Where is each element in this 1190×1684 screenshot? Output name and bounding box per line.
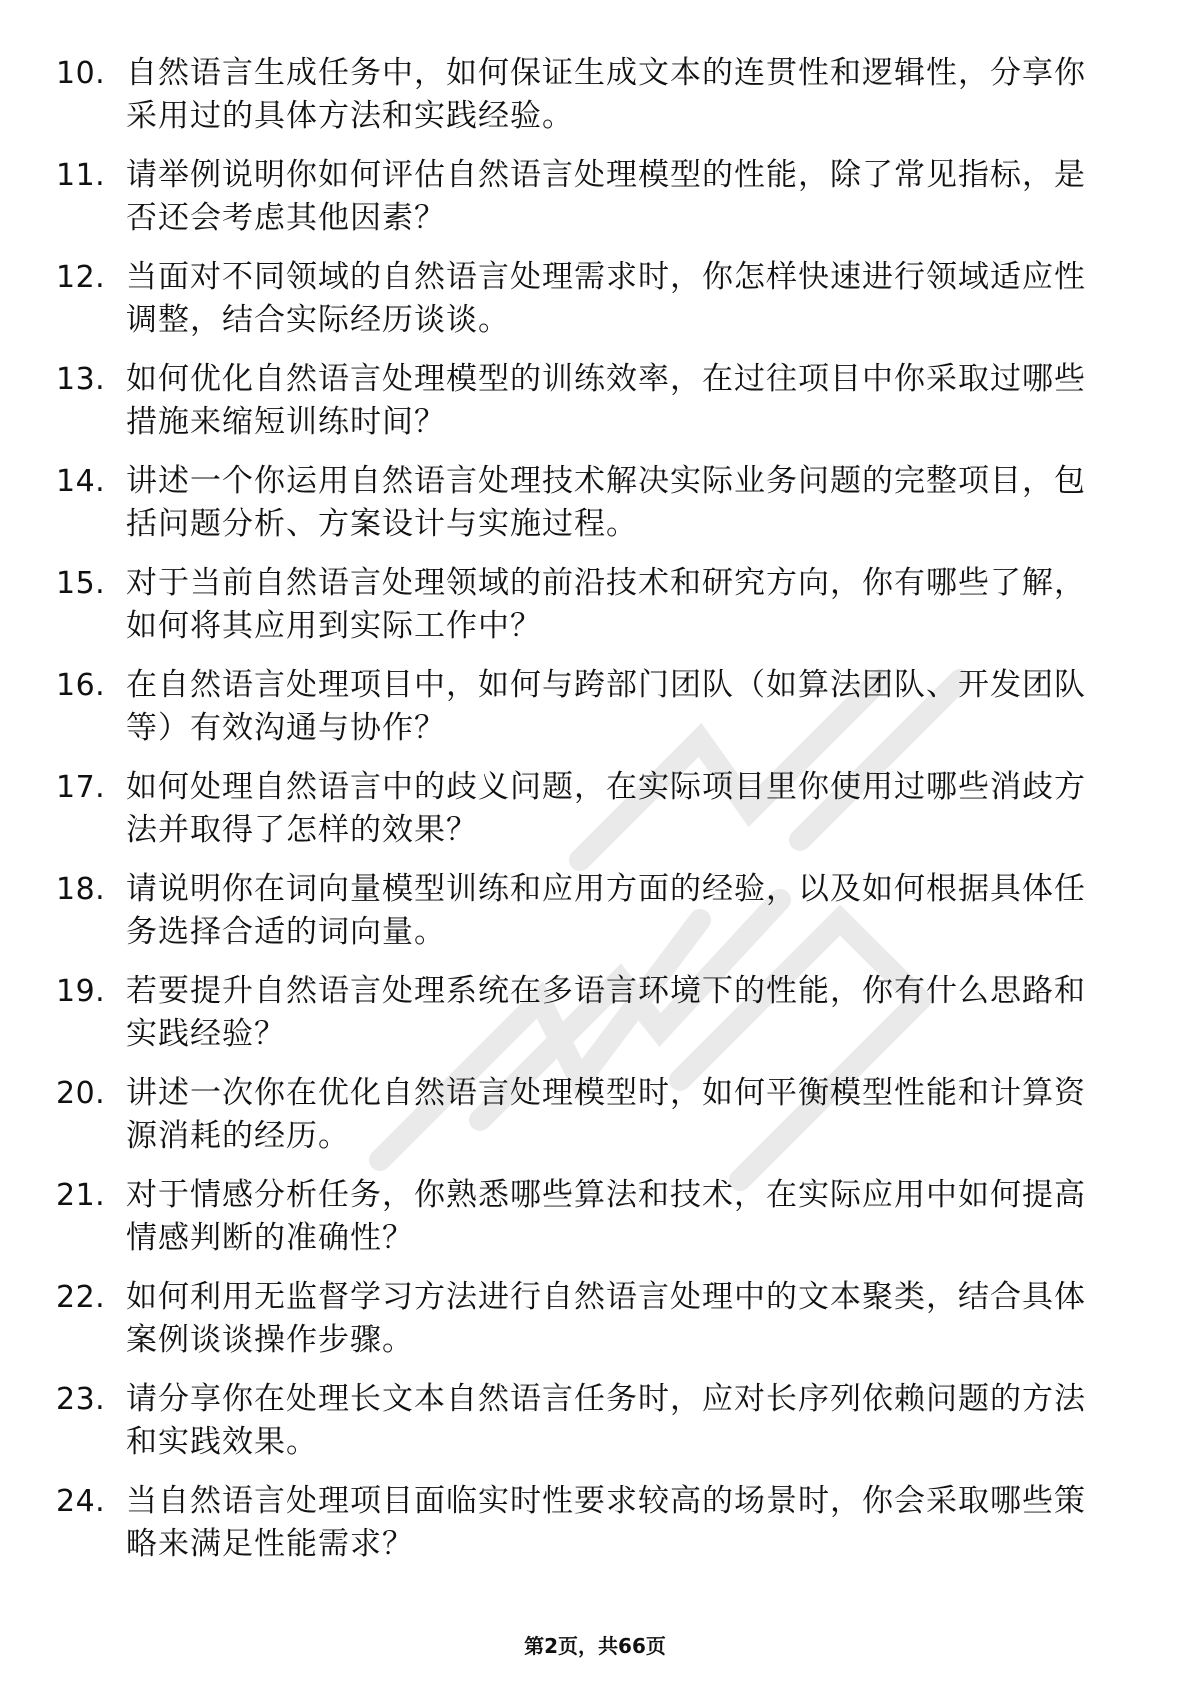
question-item xyxy=(56,1072,1116,1174)
question-number: 21. xyxy=(56,1178,106,1213)
question-number: 15. xyxy=(56,566,106,601)
question-number: 23. xyxy=(56,1382,106,1417)
question-item xyxy=(56,1174,1116,1276)
question-text: 如何优化自然语言处理模型的训练效率，在过往项目中你采取过哪些措施来缩短训练时间？ xyxy=(126,361,1086,440)
question-item xyxy=(56,256,1116,358)
question-text: 当自然语言处理项目面临实时性要求较高的场景时，你会采取哪些策略来满足性能需求？ xyxy=(126,1483,1086,1562)
question-text: 对于情感分析任务，你熟悉哪些算法和技术，在实际应用中如何提高情感判断的准确性？ xyxy=(126,1177,1086,1256)
question-item xyxy=(56,766,1116,868)
question-text: 请分享你在处理长文本自然语言任务时，应对长序列依赖问题的方法和实践效果。 xyxy=(126,1381,1086,1460)
question-number: 19. xyxy=(56,974,106,1009)
question-number: 18. xyxy=(56,872,106,907)
question-number: 11. xyxy=(56,158,106,193)
question-item xyxy=(56,460,1116,562)
question-item xyxy=(56,358,1116,460)
question-item xyxy=(56,868,1116,970)
question-item xyxy=(56,970,1116,1072)
question-number: 20. xyxy=(56,1076,106,1111)
question-number: 12. xyxy=(56,260,106,295)
question-text: 若要提升自然语言处理系统在多语言环境下的性能，你有什么思路和实践经验？ xyxy=(126,973,1086,1052)
question-text: 如何利用无监督学习方法进行自然语言处理中的文本聚类，结合具体案例谈谈操作步骤。 xyxy=(126,1279,1086,1358)
question-text: 请举例说明你如何评估自然语言处理模型的性能，除了常见指标，是否还会考虑其他因素？ xyxy=(126,157,1086,236)
question-text: 请说明你在词向量模型训练和应用方面的经验，以及如何根据具体任务选择合适的词向量。 xyxy=(126,871,1086,950)
page-footer xyxy=(0,1630,1190,1659)
question-text: 讲述一个你运用自然语言处理技术解决实际业务问题的完整项目，包括问题分析、方案设计与实施过程。 xyxy=(126,463,1086,542)
question-text: 在自然语言处理项目中，如何与跨部门团队（如算法团队、开发团队等）有效沟通与协作？ xyxy=(126,667,1086,746)
question-item xyxy=(56,562,1116,664)
question-text: 自然语言生成任务中，如何保证生成文本的连贯性和逻辑性，分享你采用过的具体方法和实践经验。 xyxy=(126,55,1086,134)
question-text: 如何处理自然语言中的歧义问题，在实际项目里你使用过哪些消歧方法并取得了怎样的效果？ xyxy=(126,769,1086,848)
question-number: 10. xyxy=(56,56,106,91)
question-item xyxy=(56,1480,1116,1582)
question-list xyxy=(56,52,1116,1582)
question-item xyxy=(56,1276,1116,1378)
question-number: 22. xyxy=(56,1280,106,1315)
page-number-label: 第2页，共66页 xyxy=(524,1634,666,1658)
question-text: 当面对不同领域的自然语言处理需求时，你怎样快速进行领域适应性调整，结合实际经历谈谈。 xyxy=(126,259,1086,338)
question-number: 24. xyxy=(56,1484,106,1519)
question-item xyxy=(56,1378,1116,1480)
question-item xyxy=(56,664,1116,766)
question-number: 16. xyxy=(56,668,106,703)
question-number: 14. xyxy=(56,464,106,499)
question-item xyxy=(56,52,1116,154)
question-number: 17. xyxy=(56,770,106,805)
question-number: 13. xyxy=(56,362,106,397)
question-text: 对于当前自然语言处理领域的前沿技术和研究方向，你有哪些了解，如何将其应用到实际工作中？ xyxy=(126,565,1086,644)
question-text: 讲述一次你在优化自然语言处理模型时，如何平衡模型性能和计算资源消耗的经历。 xyxy=(126,1075,1086,1154)
question-item xyxy=(56,154,1116,256)
